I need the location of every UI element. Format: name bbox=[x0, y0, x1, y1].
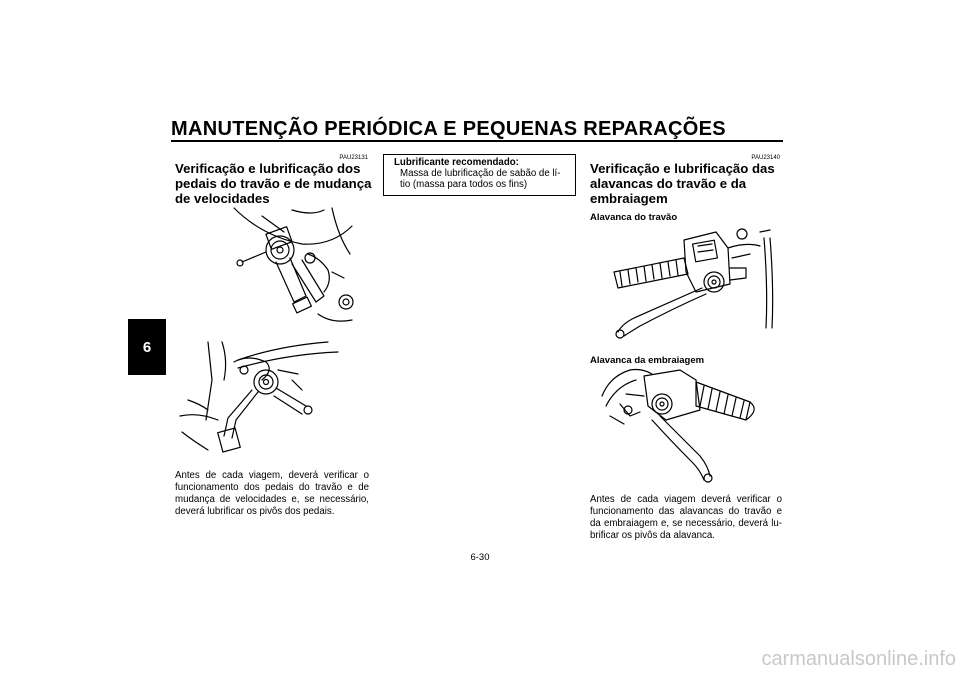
heading-line: alavancas do travão e da bbox=[590, 176, 747, 191]
section-heading-levers bbox=[590, 161, 790, 206]
lubricant-title: Lubrificante recomendado: bbox=[394, 157, 519, 168]
clutch-lever-illustration bbox=[600, 366, 776, 484]
page-number: 6-30 bbox=[470, 552, 490, 563]
chapter-tab: 6 bbox=[128, 319, 166, 375]
brake-pedal-illustration bbox=[232, 206, 360, 334]
text-line: brificar os pivôs da alavanca. bbox=[590, 530, 715, 542]
text-line: funcionamento dos pedais do travão e de bbox=[175, 482, 369, 494]
heading-line: embraiagem bbox=[590, 191, 668, 206]
section-code: PAU23140 bbox=[751, 155, 780, 161]
text-line: deverá lubrificar os pivôs dos pedais. bbox=[175, 506, 335, 518]
text-line: mudança de velocidades e, se necessário, bbox=[175, 494, 369, 506]
clutch-lever-label: Alavanca da embraiagem bbox=[590, 355, 705, 366]
heading-line: pedais do travão e de mudança bbox=[175, 176, 372, 191]
brake-lever-label: Alavanca do travão bbox=[590, 212, 678, 223]
brake-lever-illustration bbox=[610, 228, 780, 346]
section-heading-pedals bbox=[175, 161, 375, 206]
heading-line: de velocidades bbox=[175, 191, 270, 206]
page-title: MANUTENÇÃO PERIÓDICA E PEQUENAS REPARAÇÕES bbox=[171, 118, 726, 140]
lubricant-line: Massa de lubrificação de sabão de lí- bbox=[400, 168, 561, 179]
text-line: Antes de cada viagem, deverá verificar o bbox=[175, 470, 369, 481]
text-line: Antes de cada viagem deverá verificar o bbox=[590, 494, 782, 505]
text-line: da embraiagem e, se necessário, deverá lu- bbox=[590, 518, 782, 530]
title-rule bbox=[171, 140, 783, 142]
lubricant-line: tio (massa para todos os fins) bbox=[400, 179, 528, 190]
pedals-instructions bbox=[175, 470, 369, 518]
watermark: carmanualsonline.info bbox=[761, 648, 956, 670]
heading-line: Verificação e lubrificação das bbox=[590, 161, 775, 176]
heading-line: Verificação e lubrificação dos bbox=[175, 161, 361, 176]
lubricant-box bbox=[383, 154, 576, 196]
text-line: funcionamento das alavancas do travão e bbox=[590, 506, 782, 518]
levers-instructions bbox=[590, 494, 782, 542]
section-code: PAU23131 bbox=[339, 155, 368, 161]
shift-pedal-illustration bbox=[178, 340, 358, 458]
